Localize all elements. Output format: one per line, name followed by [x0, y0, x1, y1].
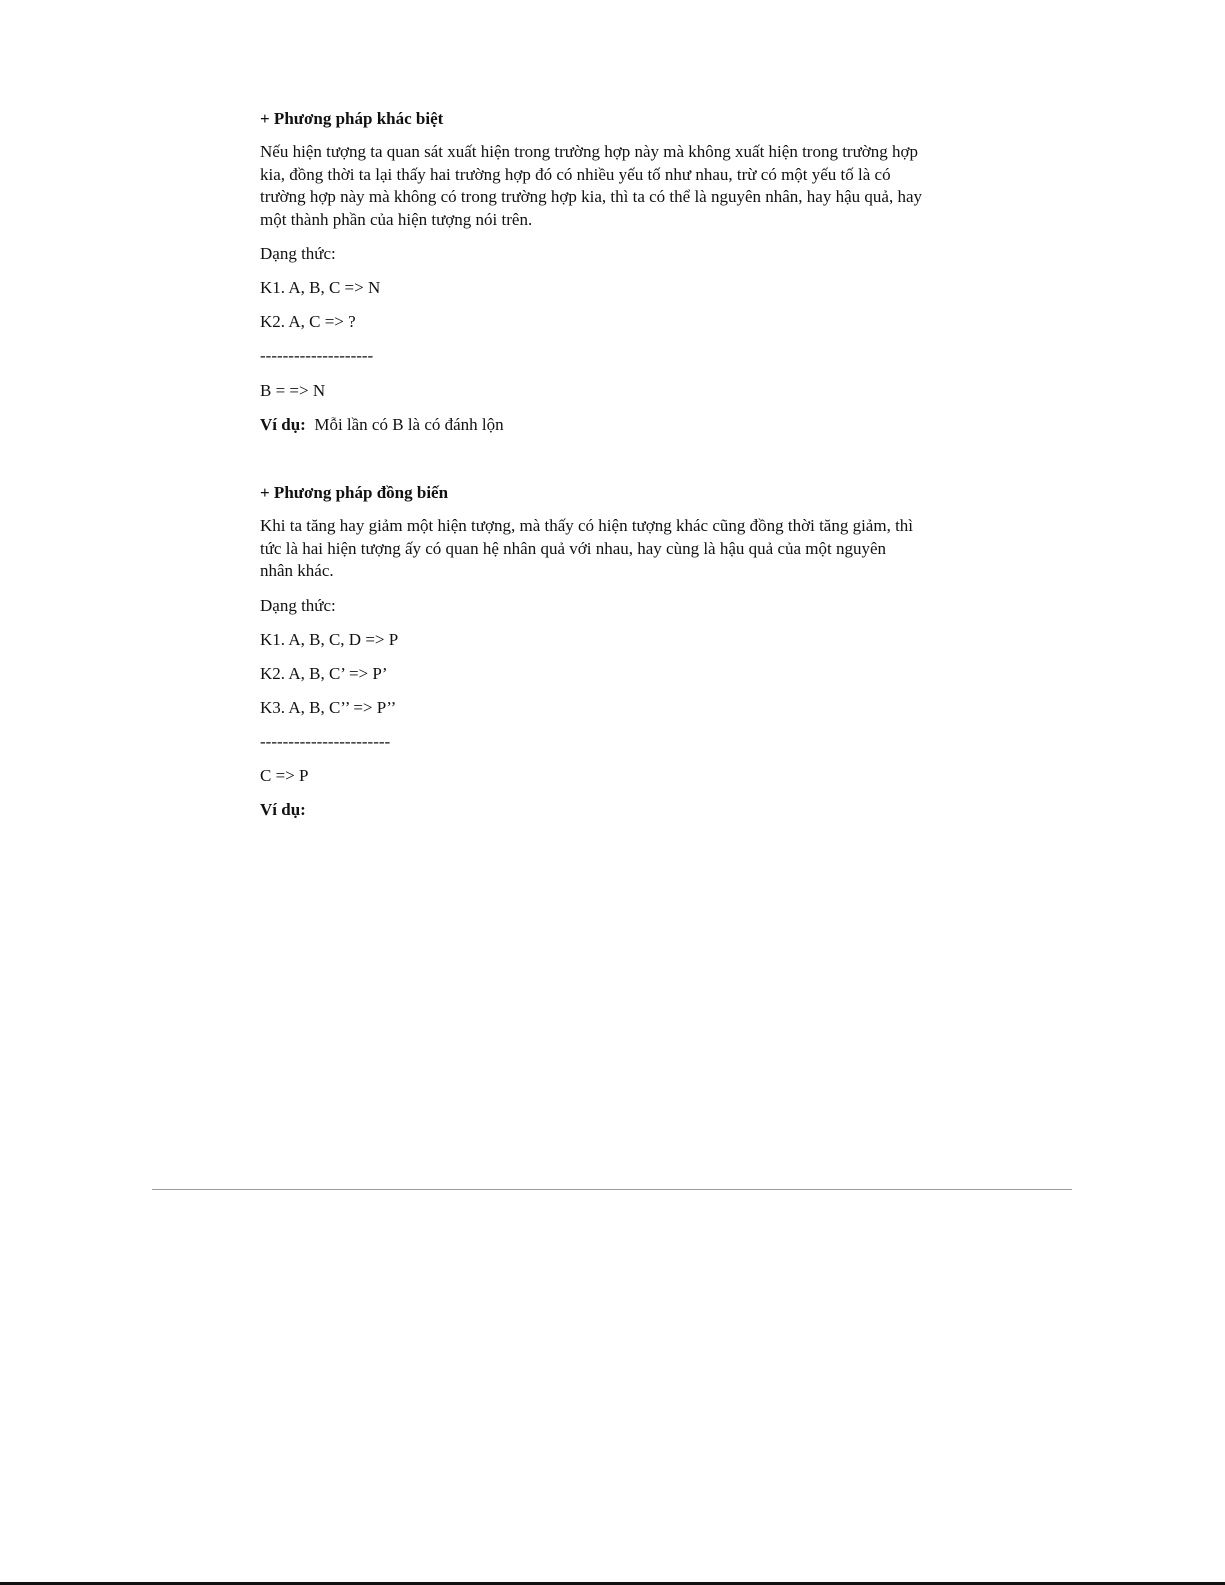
section-heading-covariation: + Phương pháp đồng biến — [260, 483, 449, 502]
example-difference — [260, 414, 504, 436]
form-label-covariation: Dạng thức: — [260, 596, 336, 615]
page-divider — [152, 1189, 1072, 1190]
form-label-difference: Dạng thức: — [260, 244, 336, 263]
paragraph-line: Khi ta tăng hay giảm một hiện tượng, mà thấy có hiện tượng khác cũng đồng thời tăng giảm, thì — [260, 516, 914, 535]
conclusion-difference: B = => N — [260, 381, 326, 400]
formula-k2-difference: K2. A, C => ? — [260, 312, 356, 331]
paragraph-line: nhân khác. — [260, 561, 334, 580]
paragraph-line: trường hợp này mà không có trong trường hợp kia, thì ta có thể là nguyên nhân, hay hậu quả, hay — [260, 187, 922, 206]
paragraph-line: kia, đồng thời ta lại thấy hai trường hợp đó có nhiều yếu tố như nhau, trừ có một yếu tố là có — [260, 164, 891, 184]
paragraph-line: Nếu hiện tượng ta quan sát xuất hiện trong trường hợp này mà không xuất hiện trong trường hợp — [260, 142, 919, 161]
section-heading-difference: + Phương pháp khác biệt — [260, 109, 444, 128]
paragraph-covariation — [260, 515, 970, 583]
paragraph-line: một thành phần của hiện tượng nói trên. — [260, 209, 533, 229]
separator-difference: -------------------- — [260, 346, 374, 365]
example-label-covariation: Ví dụ: — [260, 800, 306, 819]
paragraph-difference — [260, 141, 970, 231]
formula-k2-covariation: K2. A, B, C’ => P’ — [260, 664, 388, 683]
formula-k1-covariation: K1. A, B, C, D => P — [260, 630, 399, 649]
formula-k1-difference: K1. A, B, C => N — [260, 278, 381, 297]
separator-covariation: ----------------------- — [260, 732, 391, 751]
example-text: Mỗi lần có B là có đánh lộn — [314, 415, 504, 434]
example-label: Ví dụ: — [260, 415, 306, 434]
conclusion-covariation: C => P — [260, 766, 309, 785]
paragraph-line: tức là hai hiện tượng ấy có quan hệ nhân quả với nhau, hay cùng là hậu quả của một nguyên — [260, 538, 887, 558]
formula-k3-covariation: K3. A, B, C’’ => P’’ — [260, 698, 397, 717]
